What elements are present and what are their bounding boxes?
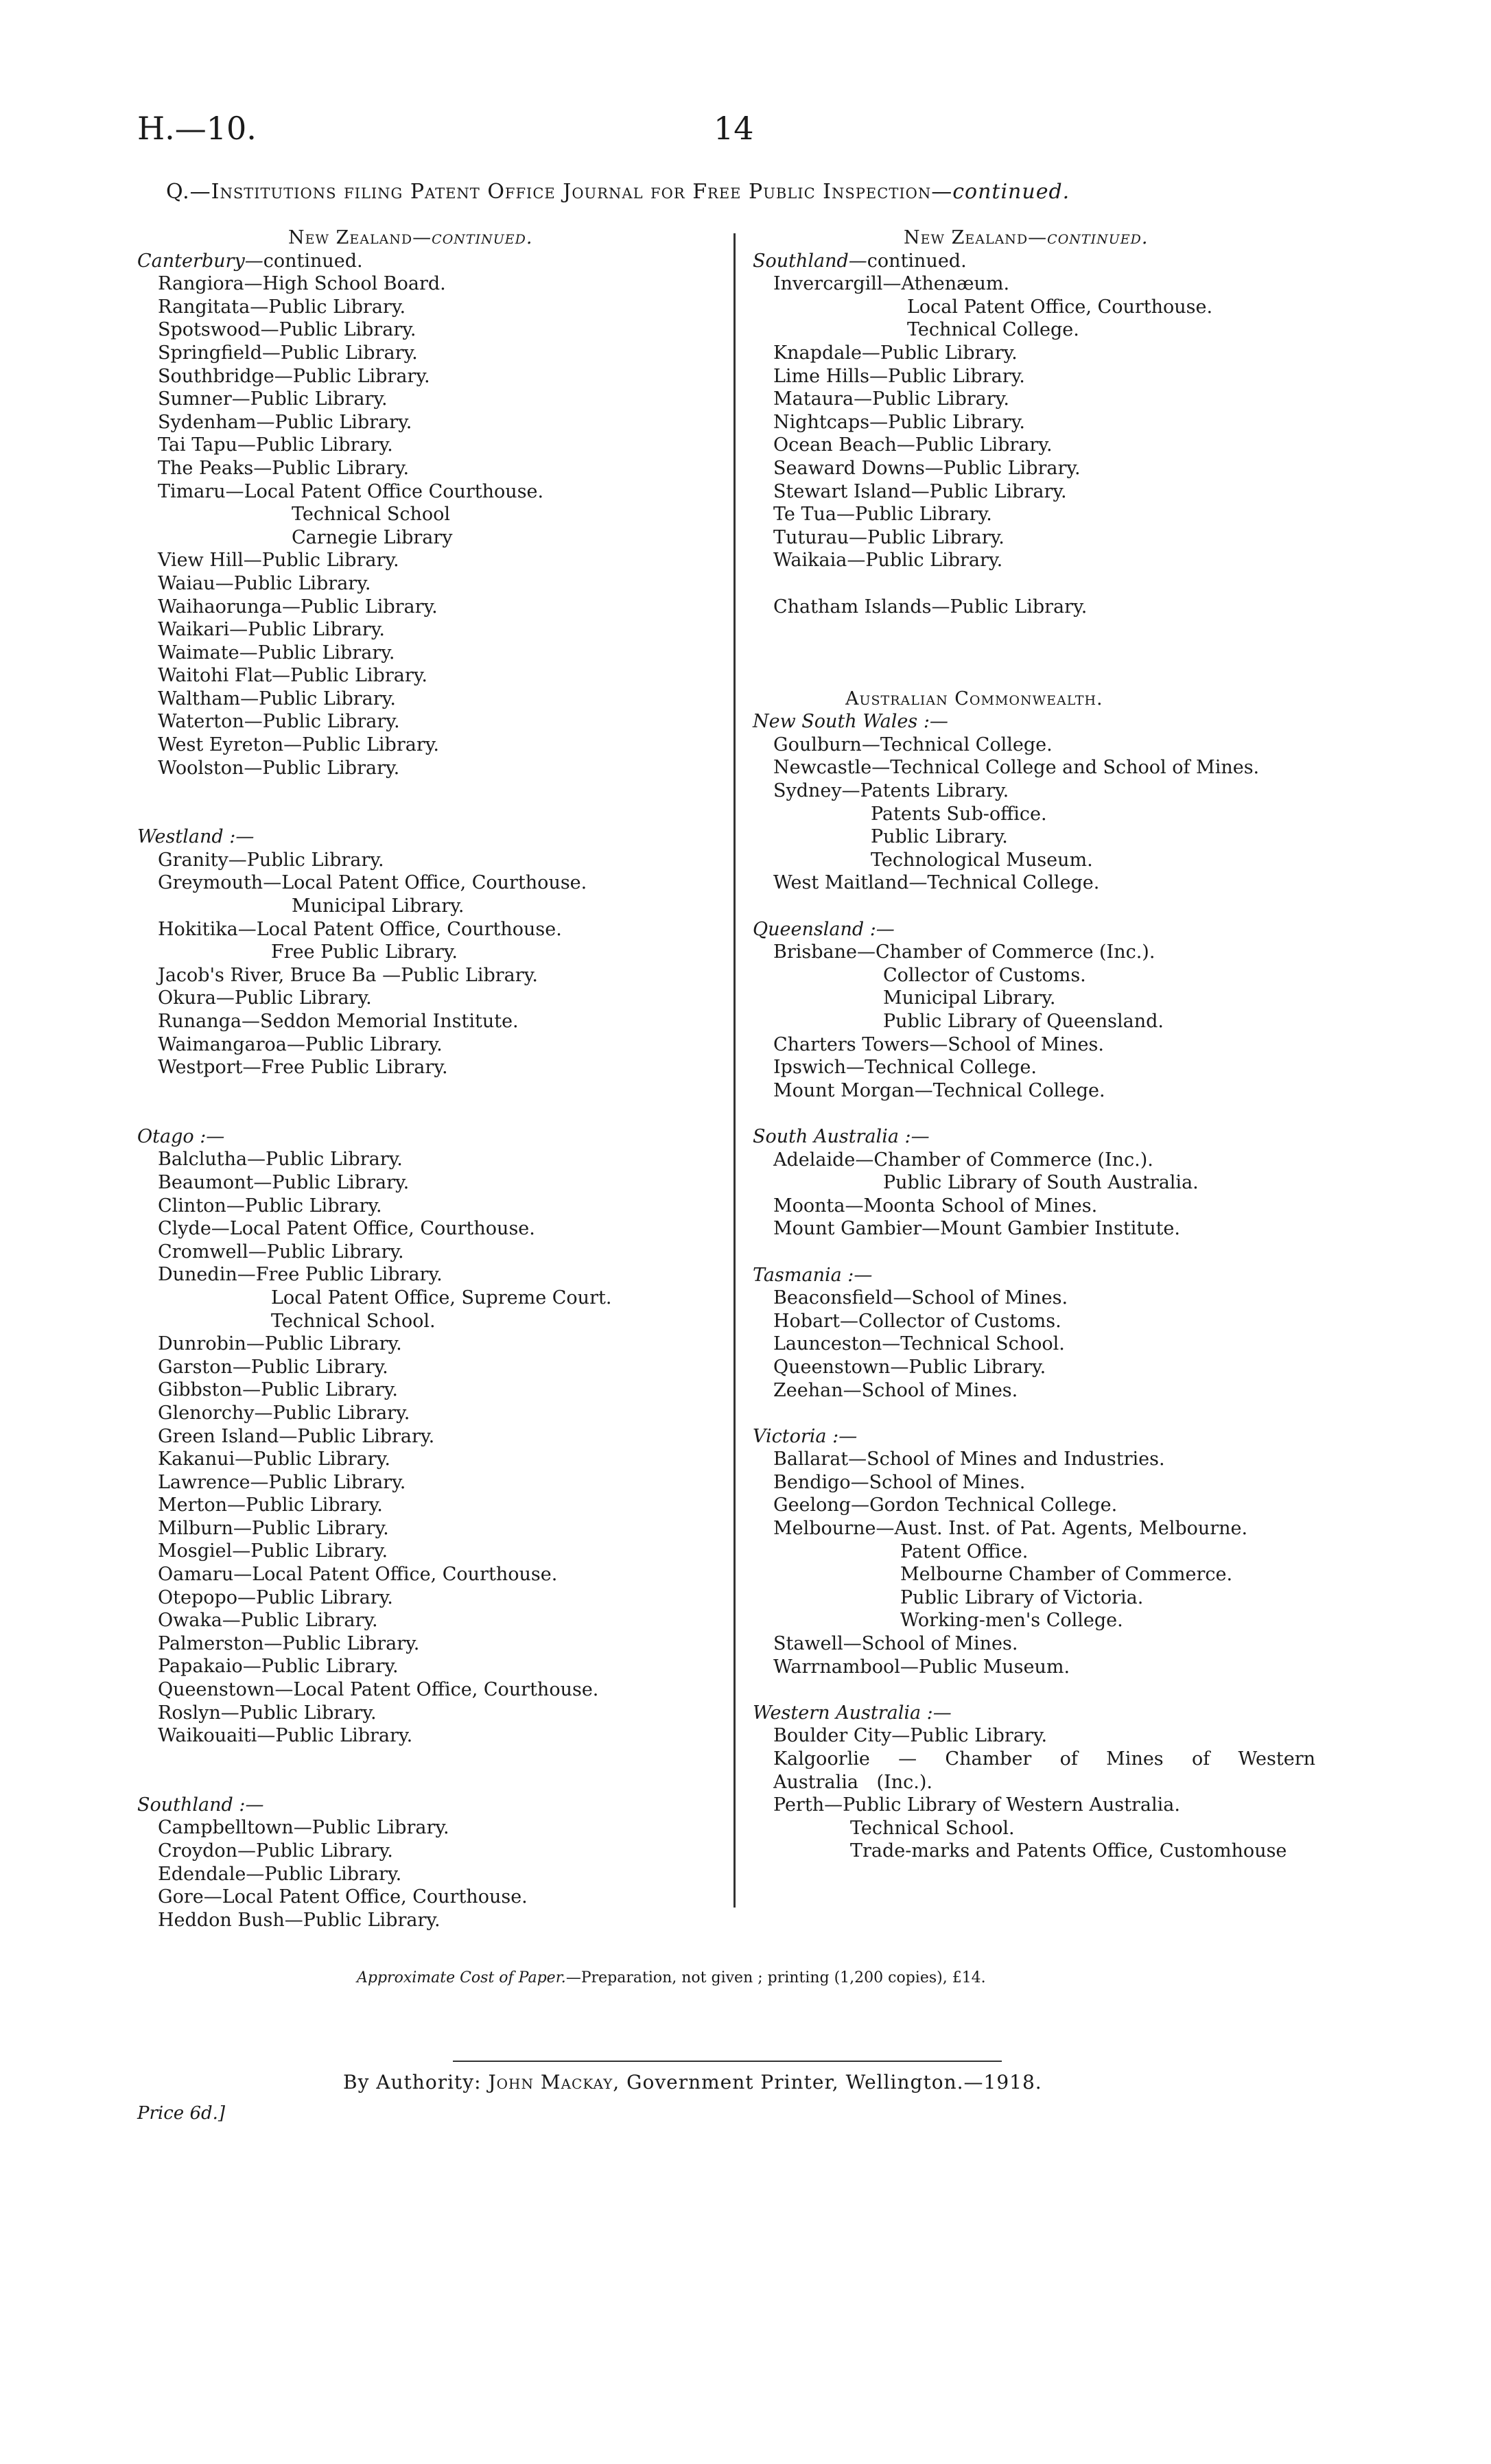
- list-item: Mount Morgan—Technical College.: [773, 1079, 1105, 1101]
- list-item: Kakanui—Public Library.: [158, 1448, 390, 1470]
- list-item: Mosgiel—Public Library.: [158, 1540, 388, 1562]
- region-western-australia: Western Australia :—: [753, 1702, 952, 1724]
- list-item: Tai Tapu—Public Library.: [158, 434, 393, 456]
- australia-heading: Australian Commonwealth.: [845, 688, 1103, 709]
- list-subitem: Municipal Library.: [292, 895, 465, 917]
- list-subitem: Technical School.: [850, 1817, 1015, 1839]
- kalgoorlie-entry: [773, 1748, 1336, 1794]
- list-item: Queenstown—Local Patent Office, Courthouse.: [158, 1679, 599, 1701]
- region-southland-right: Southland—continued.: [753, 250, 967, 272]
- list-subitem: Local Patent Office, Supreme Court.: [271, 1287, 612, 1309]
- right-column-heading: New Zealand—continued.: [904, 227, 1149, 248]
- list-subitem: Technical School.: [271, 1310, 436, 1332]
- list-item: Launceston—Technical School.: [773, 1333, 1065, 1355]
- list-item: Te Tua—Public Library.: [773, 504, 992, 526]
- list-subitem: Trade-marks and Patents Office, Customhouse: [850, 1840, 1287, 1862]
- region-queensland: Queensland :—: [753, 918, 895, 940]
- list-item: Croydon—Public Library.: [158, 1840, 393, 1862]
- list-item: Zeehan—School of Mines.: [773, 1379, 1018, 1401]
- list-item: Campbelltown—Public Library.: [158, 1817, 449, 1839]
- left-column: [137, 226, 720, 1932]
- list-item: Seaward Downs—Public Library.: [773, 457, 1081, 479]
- page-number: 14: [714, 110, 754, 147]
- list-item: Papakaio—Public Library.: [158, 1656, 399, 1678]
- cost-text: —Preparation, not given ; printing (1,200 copies), £14.: [565, 1969, 986, 1986]
- list-subitem: Patents Sub-office.: [871, 803, 1047, 825]
- list-item: Roslyn—Public Library.: [158, 1702, 377, 1724]
- list-item: Dunedin—Free Public Library.: [158, 1264, 443, 1286]
- list-item: Brisbane—Chamber of Commerce (Inc.).: [773, 941, 1155, 963]
- region-tasmania: Tasmania :—: [753, 1264, 873, 1286]
- list-item: Heddon Bush—Public Library.: [158, 1909, 441, 1931]
- list-item: Cromwell—Public Library.: [158, 1241, 404, 1263]
- list-item: Oamaru—Local Patent Office, Courthouse.: [158, 1564, 558, 1586]
- list-item: Nightcaps—Public Library.: [773, 411, 1025, 433]
- list-item: View Hill—Public Library.: [158, 550, 399, 572]
- column-divider: [733, 233, 736, 1908]
- title-continued: continued.: [952, 180, 1070, 204]
- authority-line: By Authority: John Mackay, Government Printer, Wellington.—1918.: [343, 2071, 1042, 2093]
- list-item: Beaconsfield—School of Mines.: [773, 1287, 1068, 1309]
- list-item: Knapdale—Public Library.: [773, 342, 1018, 364]
- list-item: Clyde—Local Patent Office, Courthouse.: [158, 1218, 535, 1240]
- list-item: West Eyreton—Public Library.: [158, 734, 439, 756]
- list-item: Bendigo—School of Mines.: [773, 1471, 1026, 1493]
- list-item: Westport—Free Public Library.: [158, 1057, 448, 1079]
- list-item: Goulburn—Technical College.: [773, 734, 1053, 755]
- list-item: Glenorchy—Public Library.: [158, 1402, 410, 1424]
- list-item: Waikari—Public Library.: [158, 619, 385, 641]
- list-item: Hobart—Collector of Customs.: [773, 1310, 1061, 1332]
- list-item: Adelaide—Chamber of Commerce (Inc.).: [773, 1149, 1153, 1171]
- list-item: Tuturau—Public Library.: [773, 526, 1005, 548]
- list-item-chatham: Chatham Islands—Public Library.: [773, 596, 1088, 618]
- list-item: Geelong—Gordon Technical College.: [773, 1494, 1118, 1516]
- list-item: Green Island—Public Library.: [158, 1425, 435, 1447]
- region-new-south-wales: New South Wales :—: [753, 711, 948, 733]
- list-item: Granity—Public Library.: [158, 849, 384, 871]
- list-subitem: Local Patent Office, Courthouse.: [907, 296, 1213, 318]
- list-subitem: Public Library.: [871, 826, 1008, 848]
- list-item: Springfield—Public Library.: [158, 342, 418, 364]
- price-note: Price 6d.]: [137, 2103, 226, 2124]
- region-canterbury: Canterbury—continued.: [137, 250, 363, 272]
- list-item: Beaumont—Public Library.: [158, 1171, 410, 1193]
- list-subitem: Carnegie Library: [292, 526, 453, 548]
- list-item: Gore—Local Patent Office, Courthouse.: [158, 1886, 528, 1908]
- list-item: Owaka—Public Library.: [158, 1610, 378, 1632]
- right-column: [753, 226, 1336, 1863]
- list-item: Jacob's River, Bruce Ba —Public Library.: [158, 964, 538, 986]
- list-item: Palmerston—Public Library.: [158, 1632, 420, 1654]
- kalgoorlie-text: Kalgoorlie — Chamber of Mines of Western Australia (Inc.).: [773, 1748, 1315, 1793]
- list-item: Ballarat—School of Mines and Industries.: [773, 1448, 1165, 1470]
- list-item: Waterton—Public Library.: [158, 711, 400, 733]
- list-item: Stawell—School of Mines.: [773, 1633, 1018, 1655]
- list-item: Sydenham—Public Library.: [158, 411, 412, 433]
- region-southland-left: Southland :—: [137, 1794, 264, 1816]
- list-subitem: Technical College.: [907, 319, 1079, 341]
- footer-rule: [453, 2061, 1002, 2062]
- list-item: Clinton—Public Library.: [158, 1195, 382, 1217]
- region-otago: Otago :—: [137, 1125, 225, 1147]
- list-subitem: Melbourne Chamber of Commerce.: [900, 1564, 1233, 1586]
- list-subitem: Public Library of Victoria.: [900, 1586, 1144, 1608]
- list-item: Southbridge—Public Library.: [158, 365, 430, 387]
- region-victoria: Victoria :—: [753, 1425, 858, 1447]
- left-column-heading: New Zealand—continued.: [288, 227, 533, 248]
- cost-note: [357, 1969, 986, 1986]
- list-item: Warrnambool—Public Museum.: [773, 1656, 1070, 1678]
- list-item: Edendale—Public Library.: [158, 1863, 402, 1885]
- list-item: Invercargill—Athenæum.: [773, 273, 1010, 295]
- list-item: The Peaks—Public Library.: [158, 457, 410, 479]
- list-item: Greymouth—Local Patent Office, Courthouse.: [158, 872, 587, 894]
- list-item: Sumner—Public Library.: [158, 388, 388, 410]
- list-item: Queenstown—Public Library.: [773, 1356, 1046, 1378]
- list-subitem: Public Library of South Australia.: [883, 1172, 1199, 1194]
- list-item: Waimangaroa—Public Library.: [158, 1033, 443, 1055]
- list-item: Gibbston—Public Library.: [158, 1379, 398, 1401]
- list-item: Mataura—Public Library.: [773, 388, 1009, 410]
- list-item: Lime Hills—Public Library.: [773, 365, 1025, 387]
- list-item: Waihaorunga—Public Library.: [158, 596, 438, 618]
- list-subitem: Collector of Customs.: [883, 964, 1086, 986]
- list-item: West Maitland—Technical College.: [773, 872, 1100, 894]
- list-item: Hokitika—Local Patent Office, Courthouse.: [158, 918, 562, 940]
- list-item: Waiau—Public Library.: [158, 572, 371, 594]
- list-item: Sydney—Patents Library.: [773, 780, 1009, 802]
- list-item: Timaru—Local Patent Office Courthouse.: [158, 480, 544, 502]
- list-subitem: Working-men's College.: [900, 1610, 1123, 1632]
- list-subitem: Technological Museum.: [871, 849, 1093, 871]
- list-item: Waikouaiti—Public Library.: [158, 1725, 413, 1747]
- list-item: Runanga—Seddon Memorial Institute.: [158, 1011, 519, 1032]
- list-subitem: Patent Office.: [900, 1540, 1029, 1562]
- list-item: Dunrobin—Public Library.: [158, 1333, 402, 1355]
- list-item: Woolston—Public Library.: [158, 757, 400, 779]
- list-item: Boulder City—Public Library.: [773, 1725, 1048, 1747]
- list-subitem: Municipal Library.: [883, 987, 1056, 1009]
- list-item: Moonta—Moonta School of Mines.: [773, 1195, 1098, 1217]
- list-item: Mount Gambier—Mount Gambier Institute.: [773, 1218, 1180, 1240]
- list-item: Waitohi Flat—Public Library.: [158, 665, 427, 687]
- list-item: Balclutha—Public Library.: [158, 1149, 403, 1171]
- list-item: Spotswood—Public Library.: [158, 319, 416, 341]
- list-item: Otepopo—Public Library.: [158, 1586, 393, 1608]
- list-item: Charters Towers—School of Mines.: [773, 1033, 1104, 1055]
- list-item: Stewart Island—Public Library.: [773, 480, 1067, 502]
- list-subitem: Technical School: [292, 504, 451, 526]
- document-code: H.—10.: [137, 110, 257, 147]
- list-item: Merton—Public Library.: [158, 1494, 383, 1516]
- list-item: Waimate—Public Library.: [158, 642, 395, 664]
- title-main: Q.—Institutions filing Patent Office Journal for Free Public Inspection—: [166, 180, 953, 204]
- list-item: Waltham—Public Library.: [158, 688, 396, 709]
- list-item: Okura—Public Library.: [158, 987, 372, 1009]
- list-item: Milburn—Public Library.: [158, 1517, 389, 1539]
- list-item: Lawrence—Public Library.: [158, 1471, 406, 1493]
- cost-label: Approximate Cost of Paper.: [357, 1969, 566, 1986]
- list-item-wrapped: [753, 1748, 1336, 1794]
- region-westland: Westland :—: [137, 826, 255, 848]
- list-item: Garston—Public Library.: [158, 1356, 388, 1378]
- list-item: Ocean Beach—Public Library.: [773, 434, 1053, 456]
- list-item: Newcastle—Technical College and School of Mines.: [773, 757, 1260, 779]
- list-subitem: Free Public Library.: [271, 941, 458, 963]
- list-item: Ipswich—Technical College.: [773, 1057, 1037, 1079]
- list-item: Rangiora—High School Board.: [158, 273, 446, 295]
- list-item: Rangitata—Public Library.: [158, 296, 406, 318]
- region-south-australia: South Australia :—: [753, 1125, 930, 1147]
- list-item: Melbourne—Aust. Inst. of Pat. Agents, Melbourne.: [773, 1518, 1248, 1540]
- list-item: Waikaia—Public Library.: [773, 550, 1003, 572]
- list-item: Perth—Public Library of Western Australia.: [773, 1794, 1180, 1816]
- page-title: [166, 180, 1326, 204]
- list-subitem: Public Library of Queensland.: [883, 1011, 1164, 1032]
